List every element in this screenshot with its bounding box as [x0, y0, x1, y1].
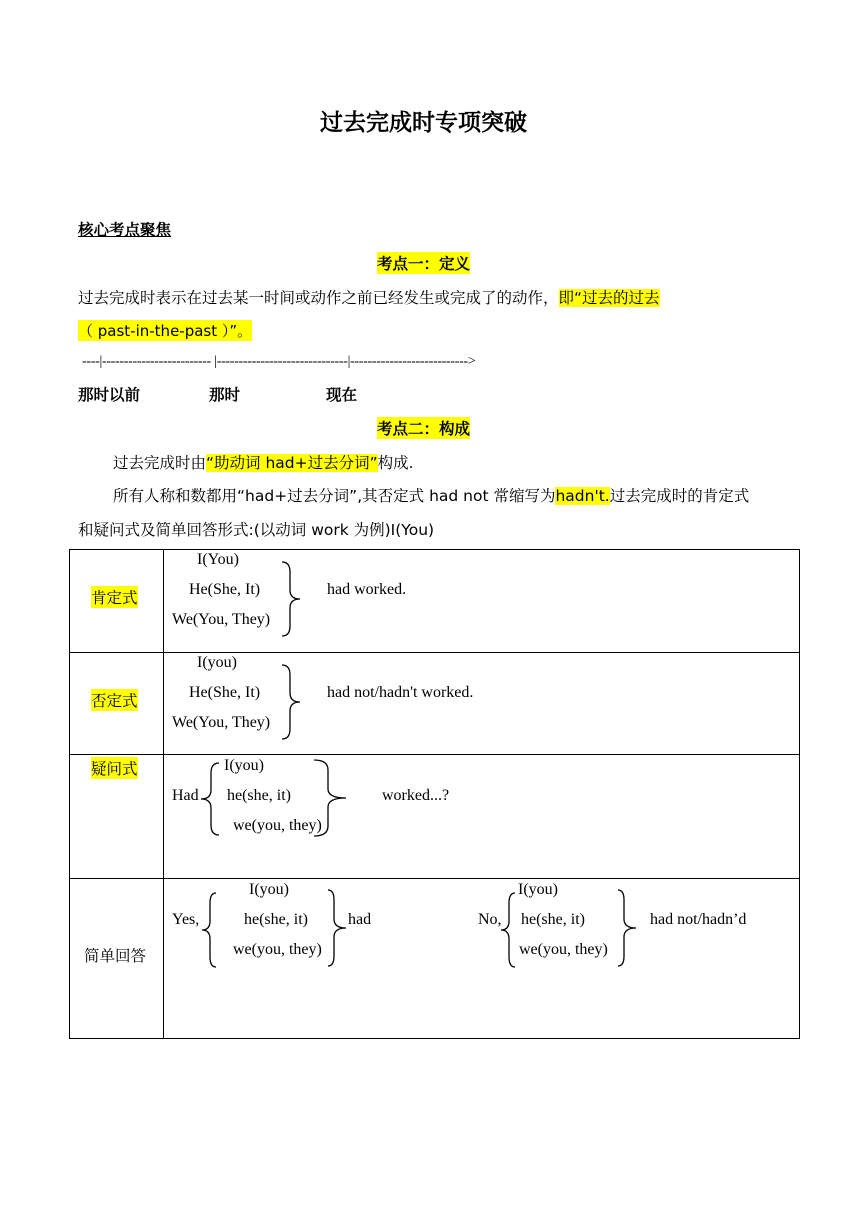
affirmative-subject-1: I(You) [197, 551, 239, 568]
right-brace-icon [326, 888, 348, 968]
right-brace-icon [280, 663, 304, 741]
composition-line-2 [113, 484, 749, 506]
affirmative-subject-2: He(She, It) [189, 581, 261, 598]
yes-verb: had [348, 911, 372, 928]
question-label: 疑问式 [91, 757, 138, 779]
definition-text [78, 286, 660, 308]
no-word: No, [478, 911, 502, 928]
no-subject-1: I(you) [518, 881, 558, 898]
composition-line-3: 和疑问式及简单回答形式:(以动词 work 为例)I(You) [78, 521, 435, 539]
no-verb: had not/hadn’d [650, 911, 747, 928]
timeline-label-now: 现在 [326, 386, 358, 404]
affirmative-label: 肯定式 [91, 586, 138, 608]
affirmative-subject-3: We(You, They) [172, 611, 271, 628]
yes-subject-2: he(she, it) [244, 911, 308, 928]
question-subject-3: we(you, they) [233, 817, 322, 834]
no-subject-2: he(she, it) [521, 911, 585, 928]
negative-label: 否定式 [91, 689, 138, 711]
negative-subject-1: I(you) [197, 654, 237, 671]
affirmative-verb: had worked. [327, 581, 407, 598]
negative-subject-3: We(You, They) [172, 714, 271, 731]
composition-line-1 [113, 451, 414, 473]
point2-heading: 考点二：构成 [377, 417, 470, 439]
section-heading: 核心考点聚焦 [78, 221, 172, 239]
negative-subject-2: He(She, It) [189, 684, 261, 701]
page-title: 过去完成时专项突破 [320, 110, 527, 136]
yes-word: Yes, [172, 911, 200, 928]
question-subject-1: I(you) [224, 757, 264, 774]
point1-heading: 考点一：定义 [377, 252, 470, 274]
composition-line2-post: 过去完成时的肯定式 [609, 487, 750, 505]
left-brace-icon [200, 891, 218, 969]
left-brace-icon [499, 891, 517, 969]
question-subject-2: he(she, it) [227, 787, 291, 804]
timeline-label-then: 那时 [209, 386, 241, 404]
composition-post: 构成. [377, 454, 414, 472]
composition-highlight: “助动词 had+过去分词” [206, 454, 378, 472]
question-aux: Had [172, 787, 199, 804]
composition-pre: 过去完成时由 [113, 454, 207, 472]
hadnt-highlight: hadn't. [555, 487, 610, 505]
right-brace-icon [312, 758, 348, 838]
no-subject-3: we(you, they) [519, 941, 608, 958]
timeline-label-before: 那时以前 [78, 386, 141, 404]
question-verb: worked...? [382, 787, 450, 804]
right-brace-icon [280, 560, 304, 638]
timeline: ----|------------------------- |------------------------------|---------------------------> [82, 354, 476, 369]
definition-main: 过去完成时表示在过去某一时间或动作之前已经发生或完成了的动作， [78, 289, 559, 307]
short-answer-label: 简单回答 [84, 947, 147, 965]
right-brace-icon [616, 888, 638, 968]
negative-verb: had not/hadn't worked. [327, 684, 474, 701]
yes-subject-1: I(you) [249, 881, 289, 898]
definition-highlight-cont: （ past-in-the-past ）”。 [78, 322, 253, 340]
definition-highlight: 即“过去的过去 [558, 289, 660, 307]
composition-line2-pre: 所有人称和数都用“had+过去分词”,其否定式 had not 常缩写为 [113, 487, 556, 505]
yes-subject-3: we(you, they) [233, 941, 322, 958]
left-brace-icon [199, 761, 221, 837]
